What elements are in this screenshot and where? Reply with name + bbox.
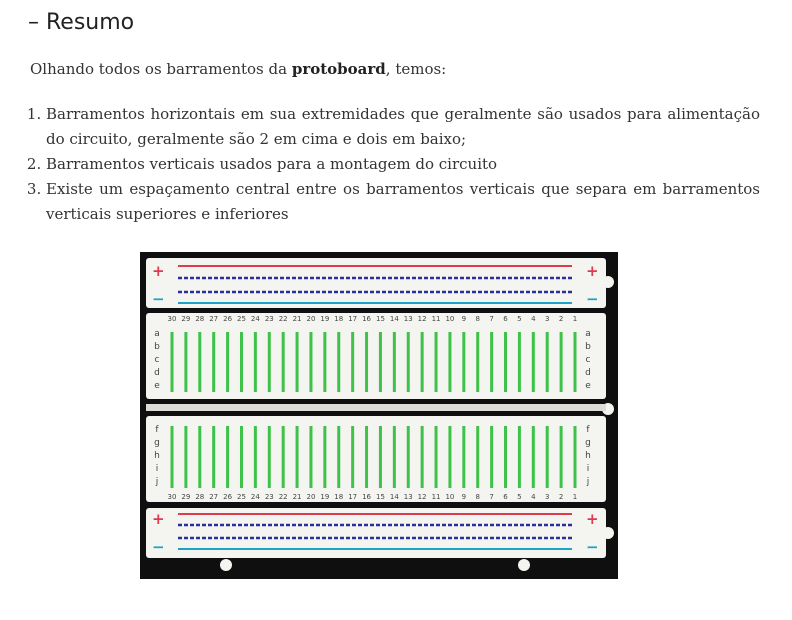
column-number: 18 [334,493,344,501]
minus-sign: − [152,290,165,308]
summary-list [46,102,760,227]
column-number: 20 [306,493,316,501]
column-number: 17 [348,315,358,323]
column-number: 1 [572,315,578,323]
column-number: 29 [181,315,191,323]
row-letter: j [586,477,590,487]
intro-text-before: Olhando todos os barramentos da [30,60,292,78]
column-number: 16 [362,315,372,323]
row-letter: b [585,342,591,352]
intro-text-after: , temos: [385,60,447,78]
row-letter: i [586,464,590,474]
column-number: 8 [475,493,480,501]
row-letter: i [155,464,159,474]
column-number: 13 [403,315,413,323]
column-number: 9 [461,493,467,501]
column-number: 13 [403,493,413,501]
column-number: 14 [389,315,399,323]
minus-sign: − [152,538,165,556]
row-letter: f [155,425,159,435]
column-number: 19 [320,493,330,501]
row-letter: e [154,381,160,391]
intro-bold-term: protoboard [291,60,386,78]
board-nub [518,559,530,571]
column-number: 20 [306,315,316,323]
row-letter: e [585,381,591,391]
column-number: 10 [445,493,455,501]
intro-paragraph [30,60,446,78]
column-number: 18 [334,315,344,323]
column-number: 15 [375,493,385,501]
column-number: 2 [558,315,564,323]
board-nub [220,559,232,571]
column-number: 22 [278,493,288,501]
column-number: 26 [223,315,233,323]
column-number: 25 [237,493,246,501]
column-number: 4 [531,315,536,323]
column-number: 25 [237,315,246,323]
board-nub [602,276,614,288]
column-number: 9 [461,315,467,323]
column-number: 10 [445,315,455,323]
column-number: 27 [209,493,219,501]
column-number: 23 [264,493,274,501]
column-number: 27 [209,315,219,323]
column-number: 8 [475,315,480,323]
column-number: 11 [431,315,441,323]
column-number: 24 [250,493,260,501]
column-number: 29 [181,493,191,501]
column-number: 3 [544,493,550,501]
column-number: 15 [375,315,385,323]
column-number: 12 [417,493,427,501]
row-letter: j [155,477,159,487]
column-number: 30 [167,493,177,501]
center-channel [146,404,606,411]
minus-sign: − [586,290,599,308]
breadboard-illustration [140,252,618,579]
row-letter: d [585,368,591,378]
column-number: 17 [348,493,358,501]
row-letter: c [154,355,160,365]
row-letter: a [154,329,160,339]
column-number: 7 [489,315,494,323]
row-letter: g [585,438,591,448]
list-item: 3. Existe um espaçamento central entre os barramentos verticais que separa em barramentos verticais superiores e inferiores [46,177,760,227]
row-letter: d [154,368,160,378]
row-letter: h [154,451,160,461]
plus-sign: + [586,262,599,280]
plus-sign: + [586,510,599,528]
column-number: 1 [572,493,578,501]
minus-sign: − [586,538,599,556]
column-number: 23 [264,315,274,323]
column-number: 12 [417,315,427,323]
breadboard-photo [140,252,618,579]
section-title: – Resumo [28,10,135,35]
column-number: 14 [389,493,399,501]
column-number: 19 [320,315,330,323]
list-item: 1. Barramentos horizontais em sua extremidades que geralmente são usados para alimentação do circuito, geralmente são 2 em cima e dois em baixo; [46,102,760,152]
column-number: 5 [517,493,522,501]
row-letter: b [154,342,160,352]
column-number: 22 [278,315,288,323]
board-nub [602,527,614,539]
row-letter: g [154,438,160,448]
column-number: 26 [223,493,233,501]
plus-sign: + [152,262,165,280]
column-number: 6 [503,315,508,323]
column-number: 28 [195,493,205,501]
column-number: 24 [250,315,260,323]
column-number: 30 [167,315,177,323]
bottom-power-rail-panel [146,508,606,558]
column-number: 7 [489,493,494,501]
column-number: 2 [558,493,564,501]
column-number: 21 [292,493,302,501]
column-number: 16 [362,493,372,501]
column-number: 4 [531,493,536,501]
column-number: 3 [544,315,550,323]
row-letter: h [585,451,591,461]
column-number: 28 [195,315,205,323]
row-letter: c [585,355,591,365]
row-letter: a [585,329,591,339]
row-letter: f [586,425,590,435]
column-number: 6 [503,493,508,501]
plus-sign: + [152,510,165,528]
column-number: 21 [292,315,302,323]
column-number: 5 [517,315,522,323]
column-number: 11 [431,493,441,501]
list-item: 2. Barramentos verticais usados para a montagem do circuito [46,152,760,177]
